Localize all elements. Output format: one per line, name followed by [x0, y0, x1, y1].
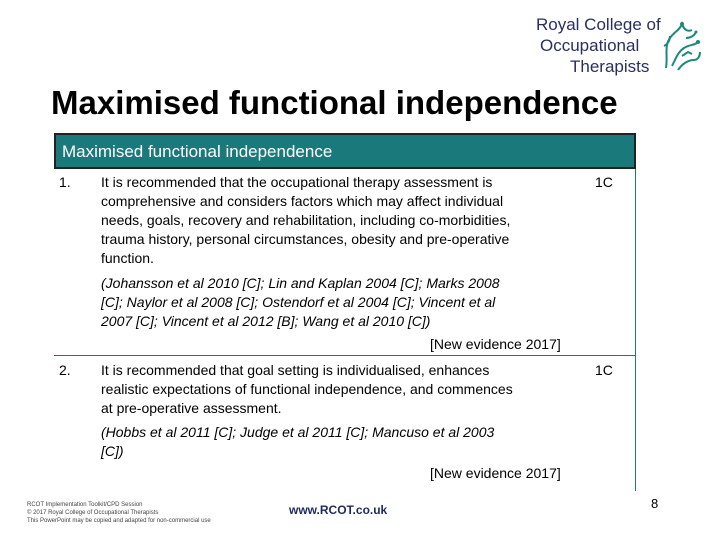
reference-line: [C])	[101, 443, 124, 459]
reference-line: 2007 [C]; Vincent et al 2012 [B]; Wang et al 2010 [C])	[101, 313, 431, 329]
footer-notice	[27, 501, 211, 525]
evidence-note: [New evidence 2017]	[430, 336, 561, 352]
grade-badge: 1C	[595, 174, 613, 190]
table-header-label: Maximised functional independence	[62, 142, 333, 161]
recommendation-text	[101, 173, 510, 268]
text-line: trauma history, personal circumstances, obesity and pre-operative	[101, 231, 510, 247]
slide-title: Maximised functional independence	[51, 84, 618, 121]
text-line: function.	[101, 250, 154, 266]
logo-text	[536, 14, 661, 77]
recommendations-table	[54, 133, 636, 488]
page-number: 8	[651, 496, 659, 511]
grade-badge: 1C	[595, 362, 613, 378]
references	[101, 423, 494, 461]
reference-line: (Hobbs et al 2011 [C]; Judge et al 2011 [C]; Mancuso et al 2003	[101, 424, 495, 440]
rcot-logo	[536, 14, 706, 78]
footer-url-link[interactable]: www.RCOT.co.uk	[289, 503, 388, 517]
table-right-border	[635, 169, 636, 491]
row-divider	[54, 355, 636, 356]
row-number: 2.	[59, 362, 71, 378]
text-line: needs, goals, recovery and rehabilitation, including co-morbidities,	[101, 212, 511, 228]
footer-line-3: This PowerPoint may be copied and adapted for non-commercial use	[27, 518, 211, 524]
row-number: 1.	[59, 174, 71, 190]
logo-line-1: Royal College of	[536, 15, 661, 34]
footer-line-2: © 2017 Royal College of Occupational Therapists	[27, 510, 159, 516]
rcot-emblem-icon	[658, 16, 704, 76]
text-line: comprehensive and considers factors which may affect individual	[101, 193, 504, 209]
logo-line-2: Occupational	[540, 36, 640, 55]
text-line: It is recommended that the occupational therapy assessment is	[101, 174, 493, 190]
references	[101, 274, 499, 331]
logo-line-3: Therapists	[570, 57, 650, 76]
recommendation-text	[101, 361, 513, 418]
footer-line-1: RCOT Implementation Toolkit/CPD Session	[27, 502, 143, 508]
text-line: at pre-operative assessment.	[101, 400, 282, 416]
reference-line: [C]; Naylor et al 2008 [C]; Ostendorf et al 2004 [C]; Vincent et al	[101, 294, 496, 310]
text-line: realistic expectations of functional independence, and commences	[101, 381, 513, 397]
table-header	[54, 133, 636, 169]
reference-line: (Johansson et al 2010 [C]; Lin and Kaplan 2004 [C]; Marks 2008	[101, 275, 500, 291]
evidence-note: [New evidence 2017]	[430, 465, 561, 481]
text-line: It is recommended that goal setting is individualised, enhances	[101, 362, 490, 378]
